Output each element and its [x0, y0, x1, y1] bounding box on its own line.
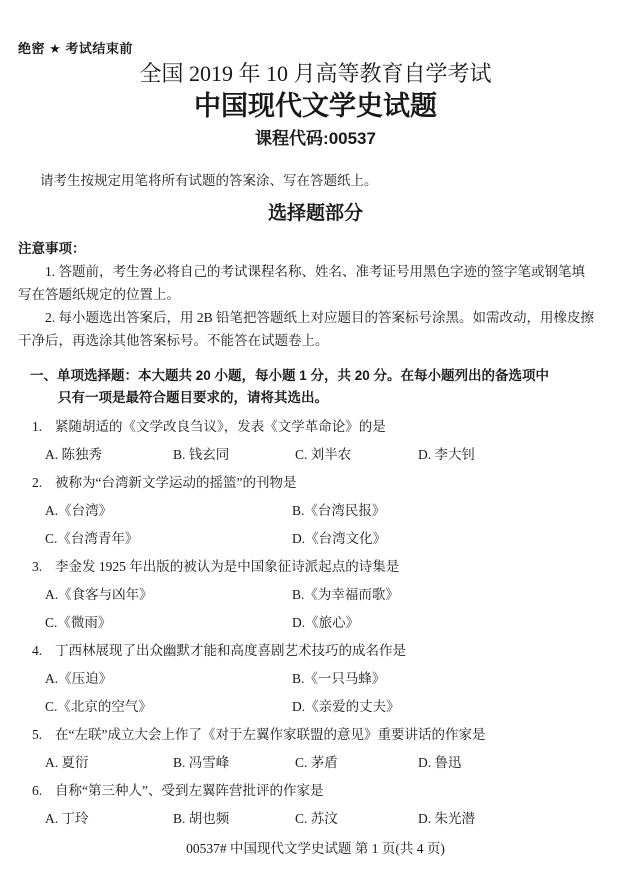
- option-b: B.《为幸福而歌》: [292, 587, 399, 602]
- notes-heading: 注意事项：: [18, 241, 86, 256]
- question-list: [32, 417, 613, 829]
- option-a: A. 夏衍: [45, 755, 89, 770]
- exam-subject-title: 中国现代文学史试题: [194, 91, 437, 121]
- page-footer: 00537# 中国现代文学史试题 第 1 页(共 4 页): [186, 841, 445, 856]
- option-c: C. 苏汶: [295, 811, 338, 826]
- option-b: B. 冯雪峰: [173, 755, 230, 770]
- question-stem-text: 丁西林展现了出众幽默才能和高度喜剧艺术技巧的成名作是: [55, 643, 406, 658]
- option-c: C. 茅盾: [295, 755, 338, 770]
- question-3-options: [45, 585, 613, 633]
- option-b: B. 钱玄同: [173, 447, 230, 462]
- exam-session-title: 全国 2019 年 10 月高等教育自学考试: [139, 61, 492, 86]
- question-5-stem: [32, 725, 613, 745]
- question-4-options: [45, 669, 613, 717]
- section-title: 选择题部分: [267, 203, 363, 224]
- question-stem-text: 自称“第三种人”、受到左翼阵营批评的作家是: [55, 783, 324, 798]
- option-d: D. 李大钊: [418, 447, 475, 462]
- option-d: D. 朱光潜: [418, 811, 475, 826]
- exam-body: [18, 238, 613, 837]
- option-c: C. 刘半农: [295, 447, 352, 462]
- option-b: B.《台湾民报》: [292, 503, 386, 518]
- question-stem-text: 李金发 1925 年出版的被认为是中国象征诗派起点的诗集是: [55, 559, 400, 574]
- option-c: C.《北京的空气》: [45, 699, 152, 714]
- question-number: 5.: [32, 727, 43, 742]
- question-2-stem: [32, 473, 613, 493]
- course-code: 课程代码:00537: [255, 129, 376, 148]
- option-a: A.《压迫》: [45, 671, 113, 686]
- question-6-options: [45, 809, 613, 829]
- question-stem-text: 被称为“台湾新文学运动的摇篮”的刊物是: [55, 475, 297, 490]
- question-5-options: [45, 753, 613, 773]
- question-number: 1.: [32, 419, 43, 434]
- option-c: C.《微雨》: [45, 615, 112, 630]
- option-c: C.《台湾青年》: [45, 531, 139, 546]
- question-3: [32, 557, 613, 633]
- question-number: 2.: [32, 475, 43, 490]
- note-item-1: 1. 答题前，考生务必将自己的考试课程名称、姓名、准考证号用黑色字迹的签字笔或钢笔填写在答题纸规定的位置上。: [18, 264, 585, 302]
- option-d: D.《旅心》: [292, 615, 360, 630]
- question-number: 4.: [32, 643, 43, 658]
- question-5: [32, 725, 613, 773]
- question-4: [32, 641, 613, 717]
- option-d: D.《亲爱的丈夫》: [292, 699, 400, 714]
- part-one-header-line2: 只有一项是最符合题目要求的，请将其选出。: [58, 390, 328, 405]
- question-1-options: [45, 445, 613, 465]
- option-a: A.《台湾》: [45, 503, 113, 518]
- question-4-stem: [32, 641, 613, 661]
- question-stem-text: 在“左联”成立大会上作了《对于左翼作家联盟的意见》重要讲话的作家是: [55, 727, 486, 742]
- question-stem-text: 紧随胡适的《文学改良刍议》，发表《文学革命论》的是: [55, 419, 386, 434]
- question-2-options: [45, 501, 613, 549]
- question-1: [32, 417, 613, 465]
- classification-banner: 绝密 ★ 考试结束前: [18, 41, 133, 56]
- question-3-stem: [32, 557, 613, 577]
- part-one-header: [30, 365, 613, 409]
- note-item-2: 2. 每小题选出答案后，用 2B 铅笔把答题纸上对应题目的答案标号涂黑。如需改动，用橡皮擦干净后，再选涂其他答案标号。不能答在试题卷上。: [18, 310, 595, 348]
- question-6: [32, 781, 613, 829]
- answer-instruction: 请考生按规定用笔将所有试题的答案涂、写在答题纸上。: [40, 173, 378, 188]
- question-number: 6.: [32, 783, 43, 798]
- option-d: D.《台湾文化》: [292, 531, 387, 546]
- option-b: B.《一只马蜂》: [292, 671, 386, 686]
- option-b: B. 胡也频: [173, 811, 230, 826]
- question-6-stem: [32, 781, 613, 801]
- option-a: A. 丁玲: [45, 811, 89, 826]
- question-number: 3.: [32, 559, 43, 574]
- option-a: A. 陈独秀: [45, 447, 102, 462]
- question-2: [32, 473, 613, 549]
- question-1-stem: [32, 417, 613, 437]
- option-d: D. 鲁迅: [418, 755, 462, 770]
- option-a: A.《食客与凶年》: [45, 587, 153, 602]
- part-one-header-line1: 一、单项选择题：本大题共 20 小题，每小题 1 分，共 20 分。在每小题列出的备选项中: [30, 368, 550, 383]
